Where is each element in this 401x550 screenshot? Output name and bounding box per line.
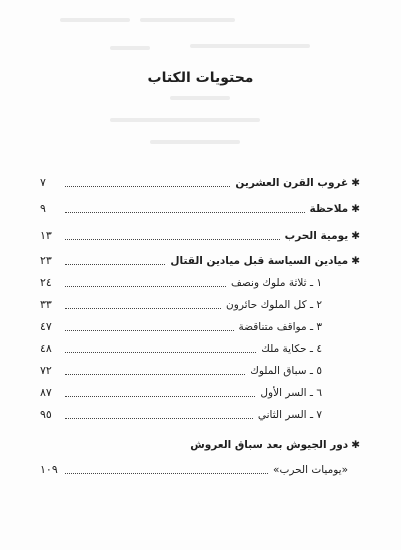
- dot-leader: [65, 473, 268, 474]
- dot-leader: [65, 264, 165, 265]
- toc-entry: [40, 406, 360, 422]
- toc-entry: [40, 362, 360, 378]
- dot-leader: [65, 374, 245, 375]
- toc-entry-label: ✱دور الجيوش بعد سباق العروش: [190, 439, 360, 451]
- toc-entry: [40, 296, 360, 312]
- toc-entry: [40, 252, 360, 268]
- toc-entry-label: ٥ ـ سباق الملوك: [250, 365, 322, 377]
- toc-entry: [40, 436, 360, 452]
- toc-entry: [40, 461, 360, 477]
- toc-entry: [40, 227, 360, 243]
- toc-entry-label: ١ ـ ثلاثة ملوك ونصف: [231, 277, 322, 289]
- toc-entry-label: ٤ ـ حكاية ملك: [261, 343, 322, 355]
- dot-leader: [65, 239, 280, 240]
- toc-entry-label: ✱ملاحظة: [309, 203, 360, 215]
- dot-leader: [65, 418, 253, 419]
- star-bullet-icon: ✱: [351, 177, 360, 189]
- toc-page-number: ٧٢: [40, 364, 52, 377]
- star-bullet-icon: ✱: [351, 230, 360, 242]
- toc-page-number: ٩: [40, 202, 46, 215]
- toc-entry-label: ٢ ـ كل الملوك حائرون: [226, 299, 322, 311]
- toc-page-number: ٩٥: [40, 408, 52, 421]
- dot-leader: [65, 396, 255, 397]
- dot-leader: [65, 308, 221, 309]
- toc-entry-label: ✱ميادين السياسة قبل ميادين القتال: [170, 255, 360, 267]
- toc-page-number: ٤٧: [40, 320, 52, 333]
- toc-entry: [40, 318, 360, 334]
- toc-page-number: ٨٧: [40, 386, 52, 399]
- toc-entry: [40, 274, 360, 290]
- toc-entry: [40, 200, 360, 216]
- dot-leader: [65, 330, 234, 331]
- toc-entry-label: ✱غروب القرن العشرين: [235, 177, 360, 189]
- toc-page-number: ١٠٩: [40, 463, 58, 476]
- toc-page-number: ١٣: [40, 229, 52, 242]
- toc-entry: [40, 384, 360, 400]
- toc-page-number: ٢٤: [40, 276, 52, 289]
- toc-entry-label: ٦ ـ السر الأول: [260, 387, 322, 399]
- dot-leader: [65, 186, 230, 187]
- star-bullet-icon: ✱: [351, 439, 360, 451]
- toc-entry: [40, 174, 360, 190]
- toc-page-number: ٣٣: [40, 298, 52, 311]
- page-title: محتويات الكتاب: [147, 70, 254, 86]
- dot-leader: [65, 352, 256, 353]
- toc-entry-label: ٧ ـ السر الثاني: [257, 409, 322, 421]
- star-bullet-icon: ✱: [351, 255, 360, 267]
- star-bullet-icon: ✱: [351, 203, 360, 215]
- toc-entry-label: ٣ ـ مواقف متناقضة: [238, 321, 322, 333]
- toc-entry-label: «يوميات الحرب»: [273, 464, 348, 476]
- toc-page-number: ٢٣: [40, 254, 52, 267]
- toc-page-number: ٤٨: [40, 342, 52, 355]
- dot-leader: [65, 286, 226, 287]
- toc-entry: [40, 340, 360, 356]
- dot-leader: [65, 212, 305, 213]
- toc-page-number: ٧: [40, 176, 46, 189]
- toc-entry-label: ✱يومية الحرب: [284, 230, 360, 242]
